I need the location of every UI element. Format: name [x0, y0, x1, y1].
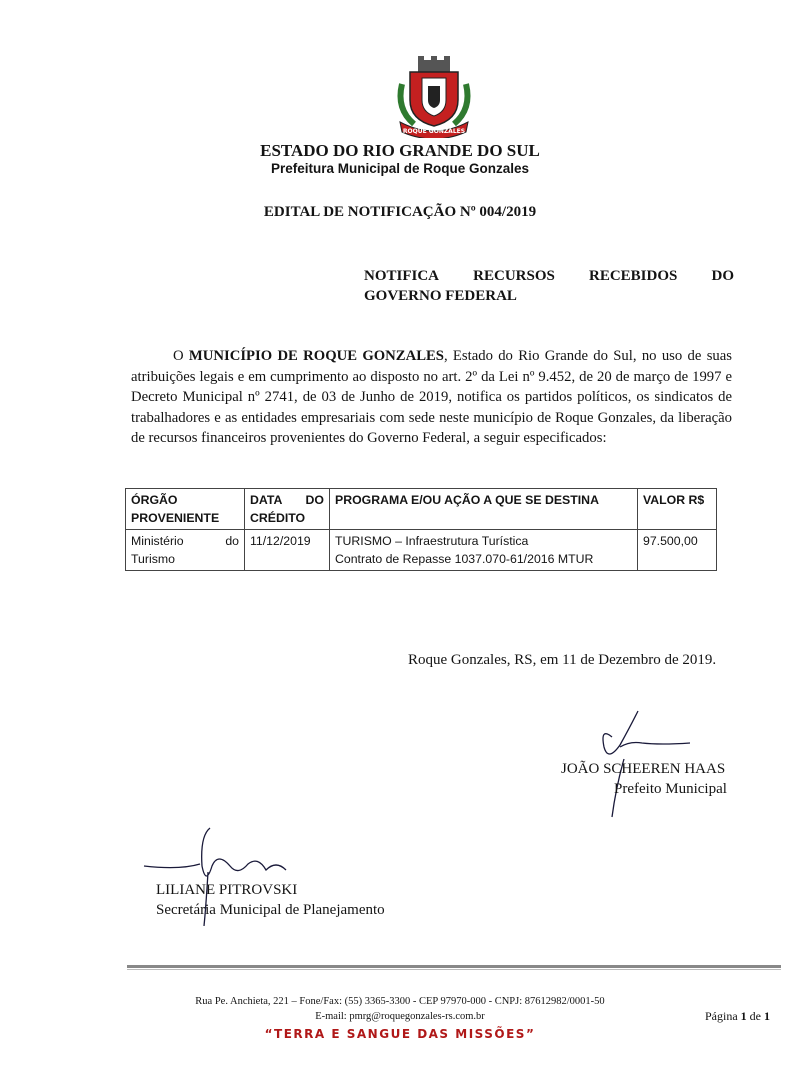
cell-programa: [330, 530, 638, 571]
city-date: Roque Gonzales, RS, em 11 de Dezembro de 2019.: [408, 652, 717, 668]
state-heading: ESTADO DO RIO GRANDE DO SUL: [260, 141, 540, 160]
page-label: Página: [705, 1009, 741, 1023]
prefecture-heading: Prefeitura Municipal de Roque Gonzales: [270, 161, 530, 176]
municipality-name: MUNICÍPIO DE ROQUE GONZALES: [188, 348, 444, 364]
secretary-title: Secretária Municipal de Planejamento: [156, 902, 385, 918]
header-data-line2: CRÉDITO: [250, 511, 306, 525]
cell-programa-line1: TURISMO – Infraestrutura Turística: [335, 534, 529, 548]
header-data: [245, 489, 330, 530]
header-data-word2: DO: [305, 493, 324, 507]
footer-address: Rua Pe. Anchieta, 221 – Fone/Fax: (55) 3365-3300 - CEP 97970-000 - CNPJ: 87612982/0001-50: [195, 996, 605, 1007]
mayor-title: Prefeito Municipal: [614, 781, 727, 797]
mayor-name: JOÃO SCHEEREN HAAS: [561, 761, 726, 777]
header-data-word1: DATA: [250, 493, 283, 507]
header-orgao-line2: PROVENIENTE: [131, 511, 220, 525]
subject-word-3: RECEBIDOS: [588, 268, 678, 284]
edital-title: EDITAL DE NOTIFICAÇÃO Nº 004/2019: [263, 204, 537, 220]
page-of: de: [746, 1009, 764, 1023]
table-header-row: [126, 489, 717, 530]
cell-data: 11/12/2019: [245, 530, 330, 571]
page-current: 1: [740, 1009, 747, 1023]
body-lead: O: [173, 348, 189, 364]
cell-orgao-word1: Ministério: [131, 534, 184, 548]
footer-divider-thin: [127, 969, 781, 970]
footer-motto: “TERRA E SANGUE DAS MISSÕES”: [264, 1027, 536, 1041]
footer-divider: [127, 965, 781, 968]
header-programa: PROGRAMA E/OU AÇÃO A QUE SE DESTINA: [330, 489, 638, 530]
body-text: , Estado do Rio Grande do Sul, no uso de suas atribuições legais e em cumprimento ao disposto no art. 2º da Lei nº 9.452, de 20 de março de 1997 e Decreto Municipal nº 2741, de 03 de Junho de 2019, notifica os partidos políticos, os sindicatos de trabalhadores e as entidades empresariais com sede neste município de Roque Gonzales, da liberação de recursos financeiros provenientes do Governo Federal, a seguir especificados:: [131, 348, 733, 447]
header-valor: VALOR R$: [638, 489, 717, 530]
secretary-name: LILIANE PITROVSKI: [156, 882, 298, 898]
subject-word-4: DO: [711, 268, 734, 284]
subject-line-2: GOVERNO FEDERAL: [364, 288, 517, 304]
body-paragraph: [131, 346, 732, 449]
cell-orgao-word2: do: [225, 534, 239, 548]
page-total: 1: [764, 1009, 770, 1023]
municipal-crest-logo: [392, 54, 476, 138]
crest-banner-text: ROQUE GONZALES: [402, 128, 466, 135]
table-row: [126, 530, 717, 571]
header-orgao-line1: ÓRGÃO: [131, 493, 178, 507]
resources-table: [125, 488, 717, 571]
footer-email: E-mail: pmrg@roquegonzales-rs.com.br: [315, 1011, 485, 1022]
header-orgao: [126, 489, 245, 530]
cell-valor: 97.500,00: [638, 530, 717, 571]
cell-orgao: [126, 530, 245, 571]
notification-subject: [364, 266, 734, 306]
cell-programa-line2: Contrato de Repasse 1037.070-61/2016 MTUR: [335, 552, 594, 566]
subject-word-2: RECURSOS: [473, 268, 555, 284]
subject-word-1: NOTIFICA: [364, 268, 440, 284]
page-number: [705, 1009, 770, 1024]
cell-orgao-line2: Turismo: [131, 552, 175, 566]
